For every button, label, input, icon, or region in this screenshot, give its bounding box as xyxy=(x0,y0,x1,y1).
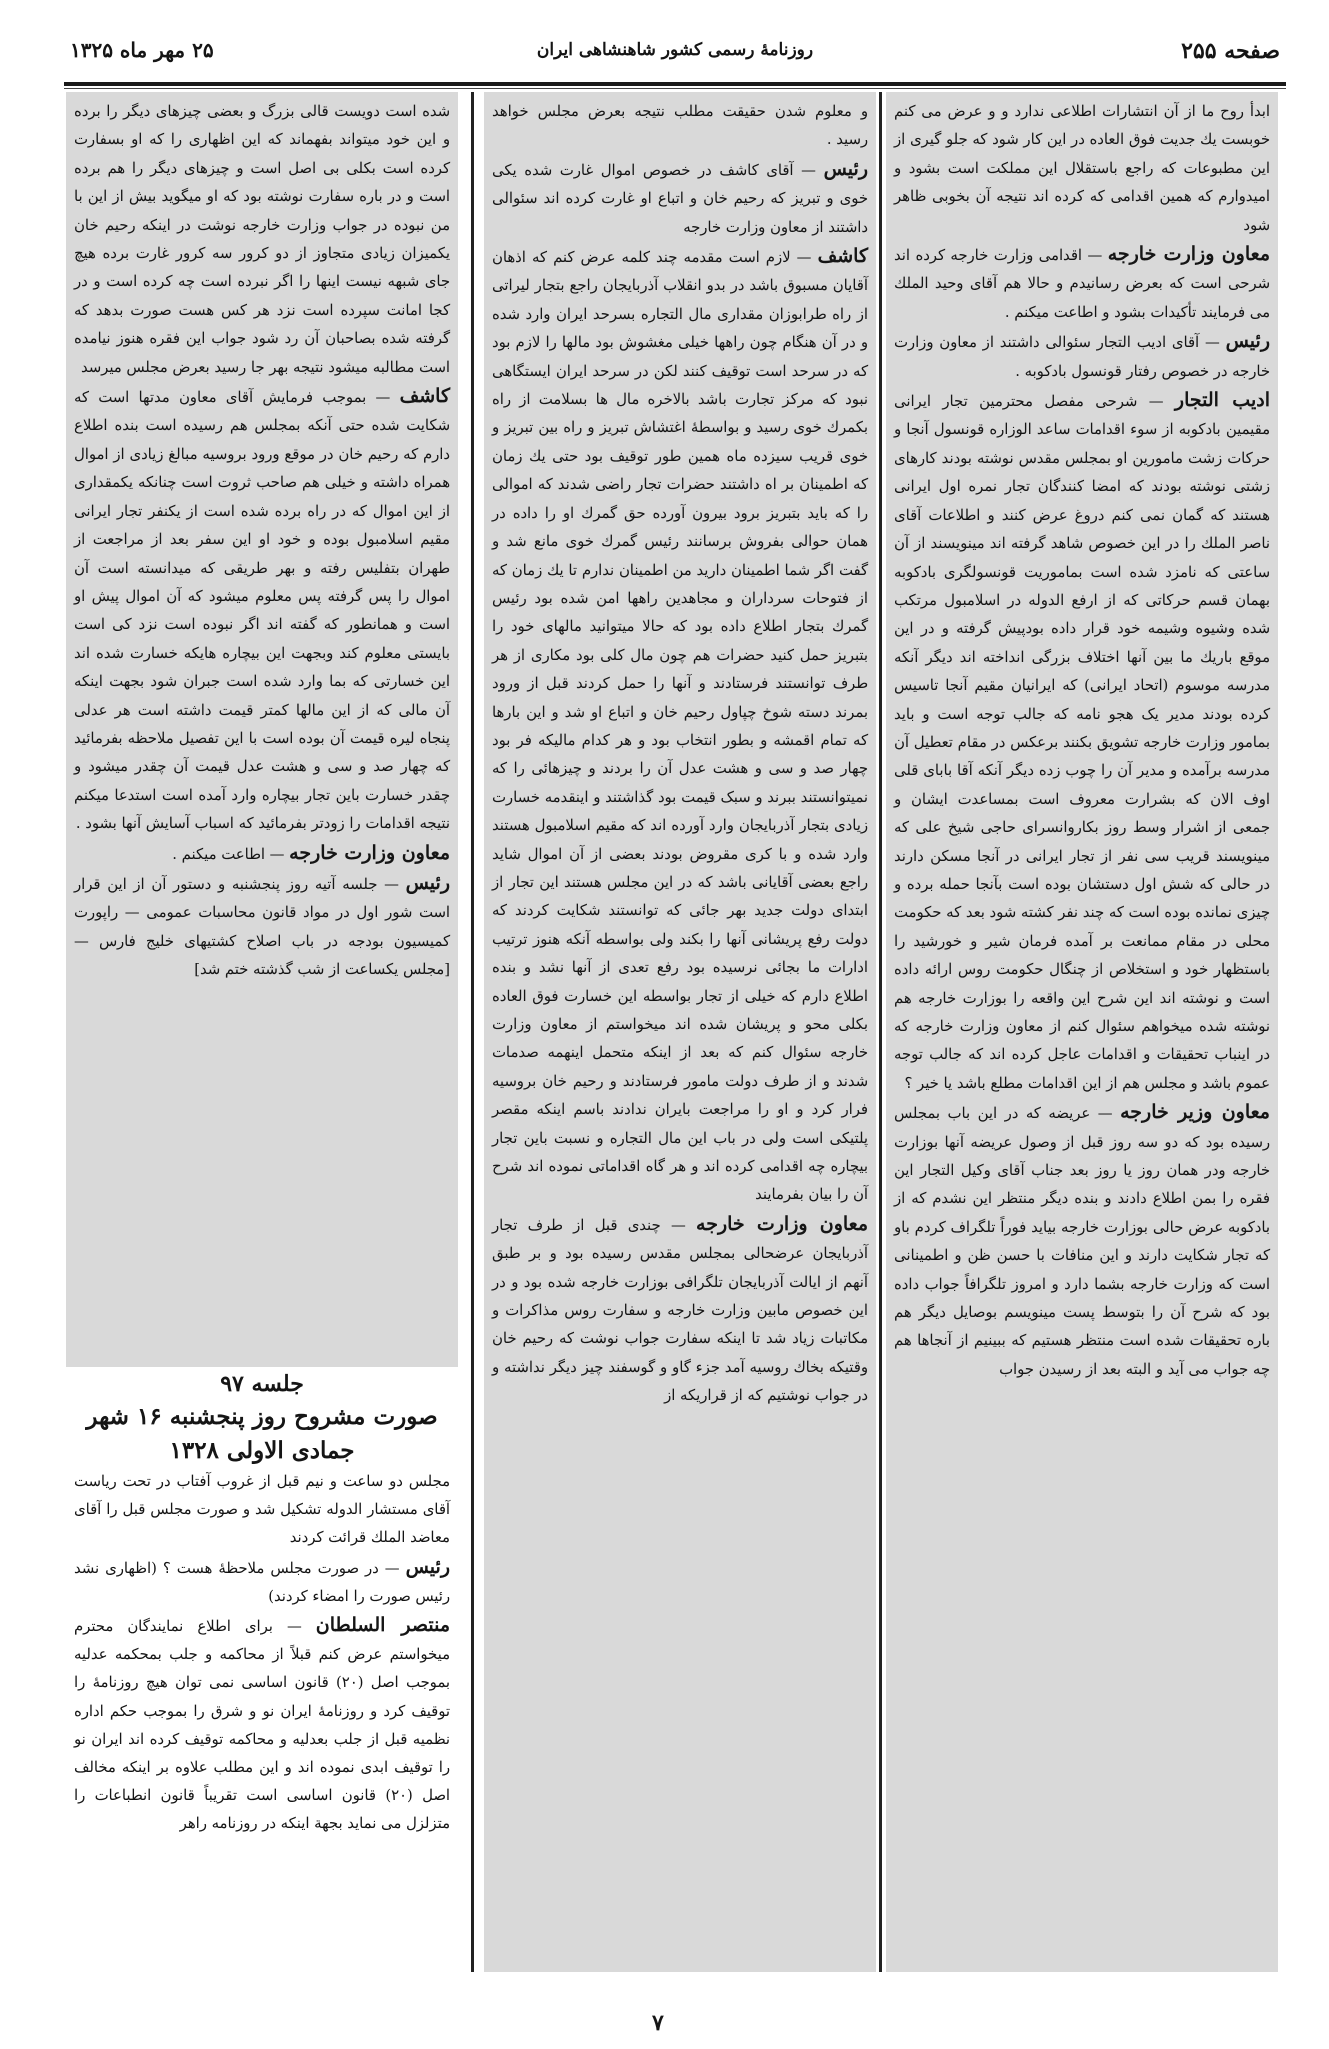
speaker-name: معاون وزارت خارجه xyxy=(289,841,450,864)
paragraph-text: — بموجب فرمایش آقای معاون مدتها است که شکایت شده حتی آنکه بمجلس هم رسیده است بنده اطلاع دارم که رحیم خان در موقع ورود بروسیه مبالغ زیادی از اموال همراه داشته و خیلی هم صاحب ثروت است چنانکه یکمقداری از این اموال که در راه برده شده است از یکنفر تجار ایرانی مقیم اسلامبول بوده و خود او این سفر بعد از مراجعت از طهران بتفلیس رفته و بهر طریقی که میدانسته است آن اموال را پس گرفته پس معلوم میشود که آن اموال پیش او است و همانطور که گفته اند اگر نبوده است نزد کی است بایستی معلوم کند وبجهت این بیچاره هایکه خسارت شده اند این خسارتی که بما وارد شده است جبران شود بجهت اینکه آن مالی که از این مالها کمتر قیمت داشته است هر عدلی پنجاه لیره قیمت آن بوده است با این تفصیل ملاحظه بفرمائید که چهار صد و سی و هشت عدل قیمت آن چقدر میشود و چقدر خسارت باین تجار بیچاره وارد آمده است استدعا میکنم نتیجه اقدامات را زودتر بفرمائید که اسباب آسایش آنها بشود . xyxy=(74,389,450,833)
speaker-name: معاون وزارت خارجه xyxy=(1107,243,1270,266)
paragraph xyxy=(894,386,1270,1098)
speaker-name: منتصر السلطان xyxy=(315,1614,450,1637)
paragraph xyxy=(74,869,450,985)
speaker-name: رئیس xyxy=(405,1555,450,1578)
speaker-name: معاون وزیر خارجه xyxy=(1120,1101,1270,1124)
column-divider xyxy=(879,92,882,1972)
paragraph-text: و معلوم شدن حقیقت مطلب نتیجه بعرض مجلس خواهد رسید . xyxy=(492,103,868,149)
column-middle xyxy=(484,92,876,1972)
paragraph xyxy=(492,1210,868,1411)
paragraph-text: شده است دویست قالی بزرگ و بعضی چیزهای دیگر را برده و این خود میتواند بفهماند که این اظهاری را که او بسفارت کرده است بکلی بی اصل است و چیزهای دیگر را هم برده است و در باره سفارت نوشته بود که او میگوید بیش از این با من نبوده در جواب وزارت خارجه نوشت در اینکه رحیم خان یکمیزان زیادی متجاوز از دو کرور سه کرور غارت برده هیچ جای شبهه نیست اینها را اگر نبرده است چه کرده است و در کجا امانت سپرده است نزد هر کس هست صورت بدهد که گرفته شده بصاحبان آن رد شود جواب این فقره هنوز نیامده است مطالبه میشود نتیجه بهر جا رسید بعرض مجلس میرسد xyxy=(74,103,450,376)
paragraph-text: — اقدامی وزارت خارجه کرده اند شرحی است که بعرض رسانیدم و حالا هم آقای وحید الملك می فرمایند تأکیدات بشود و اطاعت میکنم . xyxy=(894,247,1270,321)
issue-date: ۲۵ مهر ماه ۱۳۲۵ xyxy=(70,38,214,62)
paragraph-text: — آقای کاشف در خصوص اموال غارت شده یکی خوی و تبریز که رحیم خان و اتباع او غارت کرده اند سئوالی داشتند از معاون وزارت خارجه xyxy=(492,161,868,236)
paragraph xyxy=(74,1553,450,1611)
page-header xyxy=(70,38,1280,80)
paragraph-text: — لازم است مقدمه چند کلمه عرض کنم که اذهان آقایان مسبوق باشد در بدو انقلاب آذربایجان راجع بتجار لیراتی از راه طرابوزان مقداری مال التجاره بسرحد ایران وارد شده و در آن هنگام چون راهها خیلی مغشوش بود مالها را لازم بود که در سرحد است توقیف کنند لکن در سرحد ایران ایستگاهی نبود که مرکز تجارت باشد بالاخره مال ها بسلامت از راه بکمرك خوی رسید و بواسطهٔ اغتشاش تبریز و راه بین تبریز و خوی قریب سیزده ماه همین طور توقیف بود حتی یك زمان که اطمینان بر اه داشتند حضرات تجار راضی شدند که اموالی را که باید بتبریز برود بیرون آورده حق گمرك او را داده در همان حوالی بفروش برسانند رئیس گمرك خوی مانع شد و گفت اگر شما اطمینان دارید من اطمینان ندارم تا یك زمان که از فتوحات سرداران و مجاهدین راهها امن شده بود رئیس گمرك بتجار اطلاع داده بود که حالا میتوانید مالهای خود را بتبریز حمل کنید حضرات هم چون مال کلی بود مکاری از هر طرف توانستند فرستادند و آنها را حمل کردند قبل از ورود بمرند دسته شوخ چپاول رحیم خان و اتباع او شد و این بارها که تمام اقمشه و بطور انتخاب بود و هر کدام مالیکه فر بود چهار صد و سی و هشت عدل آن را بردند و چیزهائی را که نمیتوانستند ببرند و سبک قیمت بود گذاشتند و اینقدمه خسارت زیادی بتجار آذربایجان وارد آورده اند که مقیم اسلامبول هستند وارد شده و با کری مقروض بودند بعضی از آن اموال شاید راجع بعضی آقایانی باشد که در این مجلس هستند این تجار از ابتدای دولت جدید بهر جائی که توانستند شکایت کردند که دولت رفع پریشانی آنها را بکند ولی بواسطه آنکه هنوز ترتیب ادارات ما بجائی نرسیده بود رفع تعدی از آنها نشد و بنده اطلاع دارم که خیلی از تجار بواسطه این خسارت فوق العاده بکلی محو و پریشان شده اند میخواستم از معاون وزارت خارجه سئوال کنم که بعد از اینکه متحمل اینهمه صدمات شدند و از طرف دولت مامور فرستادند و رحیم خان بروسیه فرار کرد و او را مراجعت بایران ندادند باسم اینکه مقصر پلتیکی است ولی در باب این مال التجاره و نسبت باین تجار بیچاره چه اقدامی کرده اند و هر گاه اقداماتی نموده اند شرح آن را بیان بفرمایند xyxy=(492,249,868,1204)
speaker-name: کاشف xyxy=(399,385,450,408)
paragraph-text: — برای اطلاع نمایندگان محترم میخواستم عرض کنم قبلاً از محاکمه و جلب بمحکمه عدلیه بموجب اصل (۲۰) قانون اساسی نمی توان هیچ روزنامهٔ را توقیف کرد و روزنامهٔ ایران نو و شرق را بموجب حکم اداره نظمیه قبل از جلب بعدلیه و محاکمه توقیف کرده اند ایران نو را توقیف ابدی نموده اند و این مطلب علاوه بر اینکه مخالف اصل (۲۰) قانون اساسی است تقریباً قانون انطباعات را متزلزل می نماید بجهة اینکه در روزنامه راهر xyxy=(74,1618,450,1833)
paragraph xyxy=(74,1611,450,1839)
paragraph xyxy=(74,98,450,382)
paragraph xyxy=(74,1468,450,1553)
paragraph-text: مجلس دو ساعت و نیم قبل از غروب آفتاب در تحت ریاست آقای مستشار الدوله تشکیل شد و صورت مجلس قبل را آقای معاضد الملك قرائت کردند xyxy=(74,1473,450,1547)
column-divider xyxy=(471,92,474,1972)
paragraph xyxy=(894,327,1270,386)
session-number: جلسه ۹۷ xyxy=(220,1371,304,1397)
paragraph xyxy=(894,1098,1270,1384)
paragraph-text: — در صورت مجلس ملاحظهٔ هست ؟ (اظهاری نشد رئیس صورت را امضاء کردند) xyxy=(74,1559,450,1605)
paragraph-text: — چندی قبل از طرف تجار آذربایجان عرضحالی بمجلس مقدس رسیده بود و بر طبق آنهم از ایالت آذربایجان تلگرافی بوزارت خارجه شده بود و در این خصوص مابین وزارت خارجه و سفارت روس مذاکرات و مکاتبات زیاد شد تا اینکه سفارت جواب نوشت که رحیم خان وقتیکه بخاك روسیه آمد جزء گاو و گوسفند چیز دیگر نداشته و در جواب نوشتیم که از قراریکه از xyxy=(492,1216,868,1405)
speaker-name: رئیس xyxy=(1225,330,1270,353)
newspaper-title: روزنامهٔ رسمی کشور شاهنشاهی ایران xyxy=(536,40,814,60)
paragraph-text: — اطاعت میکنم . xyxy=(172,845,290,863)
column-right xyxy=(886,92,1278,1972)
paragraph xyxy=(492,155,868,242)
page-number-header: صفحه ۲۵۵ xyxy=(1181,38,1280,64)
session-97-body xyxy=(74,1468,450,1839)
session-97-section xyxy=(66,1368,458,1973)
header-rule-thin xyxy=(64,88,1286,89)
paragraph xyxy=(894,240,1270,327)
paragraph-text: — عریضه که در این باب بمجلس رسیده بود که دو سه روز قبل از وصول عریضه آنها بوزارت خارجه ودر همان روز یا روز بعد جناب آقای وکیل التجار این فقره را بمن اطلاع دادند و بنده دیگر منتظر این نشدم که از بادکوبه عرض حالی بوزارت خارجه بیاید فوراً تلگراف کردم باو که تجار شکایت دارند و این منافات با حسن ظن و اطمینانی است که وزارت خارجه بشما دارد و امروز تلگرافاً جواب داده بود که شرح آن را بتوسط پست مینویسم بوصایل دیگر هم باره تحقیقات شده است منتظر هستیم که ببینیم از آنجاها هم چه جواب می آید و البته بعد از رسیدن جواب xyxy=(894,1105,1270,1378)
paragraph xyxy=(492,242,868,1210)
paragraph xyxy=(74,839,450,869)
paragraph xyxy=(492,98,868,155)
page-footer-number: ۷ xyxy=(652,2010,664,2036)
paragraph xyxy=(74,382,450,839)
speaker-name: معاون وزارت خارجه xyxy=(696,1212,868,1235)
column-left xyxy=(66,92,458,1367)
speaker-name: رئیس xyxy=(823,157,868,180)
paragraph-text: ابدأ روح ما از آن انتشارات اطلاعی ندارد و و عرض می کنم خوبست یك جدیت فوق العاده در این کار شود که جلو گیری از این مطبوعات که راجع باستقلال این مملکت است بشود و امیدوارم که همین اقدامی که کرده اند نتیجه آن بخوبی ظاهر شود xyxy=(894,103,1270,234)
paragraph-text: — شرحی مفصل محترمین تجار ایرانی مقیمین بادکوبه از سوء اقدامات ساعد الوزاره قونسول آنجا و حرکات زشت مامورین او بمجلس مقدس نوشته بودند کارهای زشتی نوشته بودند که امضا کنندگان تجار نمره اول ایرانی هستند که گمان نمی کنم دروغ عرض کنند و اطلاعات آقای ناصر الملك را در این خصوص شاهد گرفته اند مینویسند از آن ساعتی که نامزد شده است بماموریت قونسولگری بادکوبه بهمان قسم حرکاتی که از ارفع الدوله در اسلامبول مرتکب شده وشیوه وشیمه خود قرار داده بودپیش گرفته و در این موقع باریك ما بین آنها اختلاف بزرگی انداخته اند دیگر آنکه مدرسه موسوم (اتحاد ایرانی) که ایرانیان مقیم آنجا تاسیس کرده بودند مدیر یک هجو نامه که جالب توجه است و باید بمامور وزارت خارجه تشویق بکنند برعکس در مقام تعطیل آن مدرسه برآمده و مدیر آن را چوب زده دیگر آنکه آقا بابای قلی اوف الان که بشرارت معروف است بمساعدت ایشان و جمعی از اشرار وسط روز بکاروانسرای حاجی شیخ علی که مینویسند قریب سی نفر از تجار ایرانی در آنجا مسکن دارند در حالی که شش اول دستشان بوده است بآنجا حمله برده و چیزی نمانده بوده است که چند نفر کشته شود بعد که حکومت محلی در مقام ممانعت بر آمده فرمان شیر و خورشید را باستظهار خود و استخلاص از چنگال حکومت روس ارائه داده است و نوشته اند این شرح این واقعه را بوزارت خارجه هم نوشته شده میخواهم سئوال کنم از معاون وزارت خارجه که در اینباب تحقیقات و اقدامات عاجل کرده اند که جالب توجه عموم باشد و مجلس هم از این اقدامات مطلع باشد یا خیر ؟ xyxy=(894,393,1270,1092)
session-title: صورت مشروح روز پنجشنبه ۱۶ شهر جمادی الاولی ۱۳۲۸ xyxy=(86,1403,438,1464)
speaker-name: کاشف xyxy=(817,245,868,268)
paragraph-text: — جلسه آتیه روز پنجشنبه و دستور آن از این قرار است شور اول در مواد قانون محاسبات عمومی — راپورت کمیسیون بودجه در باب اصلاح کشتیهای خلیج فارس — [مجلس یکساعت از شب گذشته ختم شد] xyxy=(74,875,450,979)
header-rule xyxy=(64,82,1286,86)
speaker-name: رئیس xyxy=(405,871,450,894)
paragraph-text: — آقای ادیب التجار سئوالی داشتند از معاون وزارت خارجه در خصوص رفتار قونسول بادکوبه . xyxy=(894,334,1270,380)
speaker-name: ادیب التجار xyxy=(1174,389,1270,412)
paragraph xyxy=(894,98,1270,240)
